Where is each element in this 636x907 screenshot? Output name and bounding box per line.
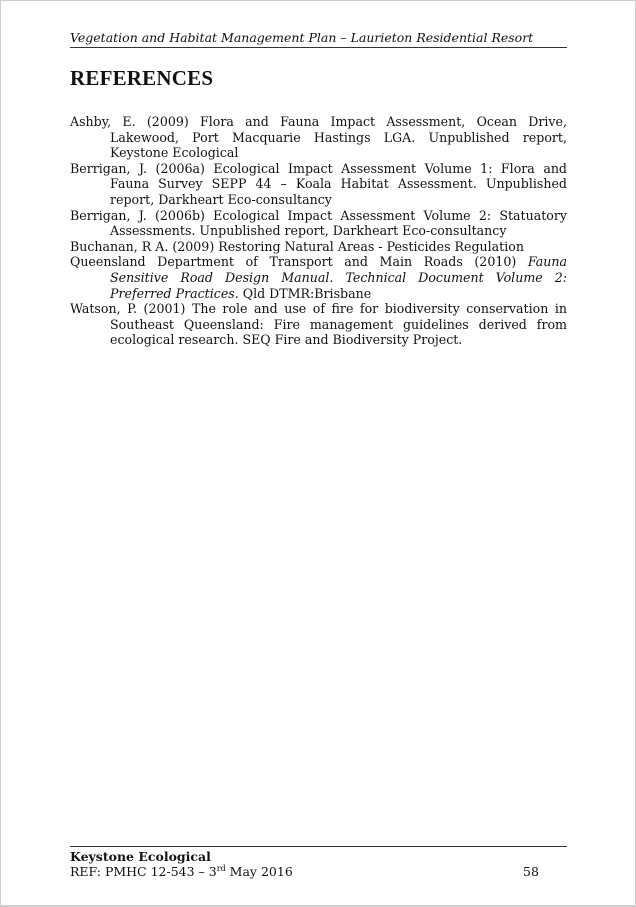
page-bottom-edge: [0, 905, 636, 906]
footer-company: Keystone Ecological: [70, 849, 211, 864]
running-header: Vegetation and Habitat Management Plan – Laurieton Residential Resort: [70, 30, 567, 48]
reference-item: Watson, P. (2001) The role and use of fire for biodiversity conservation in Southeast Queensland: Fire management guidelines derived from ecological research. SEQ Fire and Biodiversity Project.: [70, 301, 567, 348]
reference-item: Berrigan, J. (2006a) Ecological Impact Assessment Volume 1: Flora and Fauna Survey SEPP 44 – Koala Habitat Assessment. Unpublished report, Darkheart Eco-consultancy: [70, 160, 567, 207]
footer-reference: [70, 864, 293, 879]
reference-list: [70, 114, 567, 348]
footer-ref-prefix: REF: PMHC 12-543 – 3: [70, 864, 217, 879]
footer-ref-ordinal: rd: [216, 863, 226, 873]
reference-item: Buchanan, R A. (2009) Restoring Natural Areas - Pesticides Regulation: [70, 238, 524, 254]
reference-authors: Queensland Department of Transport and Main Roads (2010): [70, 254, 528, 270]
reference-italic-title: Fauna Sensitive Road Design Manual. Technical Document Volume 2: Preferred Practices: [110, 254, 567, 301]
reference-item: Berrigan, J. (2006b) Ecological Impact Assessment Volume 2: Statuatory Assessments. Unpublished report, Darkheart Eco-consultancy: [70, 207, 567, 239]
page-title: REFERENCES: [70, 66, 214, 90]
reference-item: [70, 254, 567, 301]
footer-ref-suffix: May 2016: [225, 864, 293, 879]
page-number: 58: [523, 864, 539, 879]
reference-item: Ashby, E. (2009) Flora and Fauna Impact Assessment, Ocean Drive, Lakewood, Port Macquarie Hastings LGA. Unpublished report, Keystone Ecological: [70, 114, 567, 161]
footer-divider: [70, 846, 567, 847]
reference-publisher: . Qld DTMR:Brisbane: [234, 285, 372, 301]
